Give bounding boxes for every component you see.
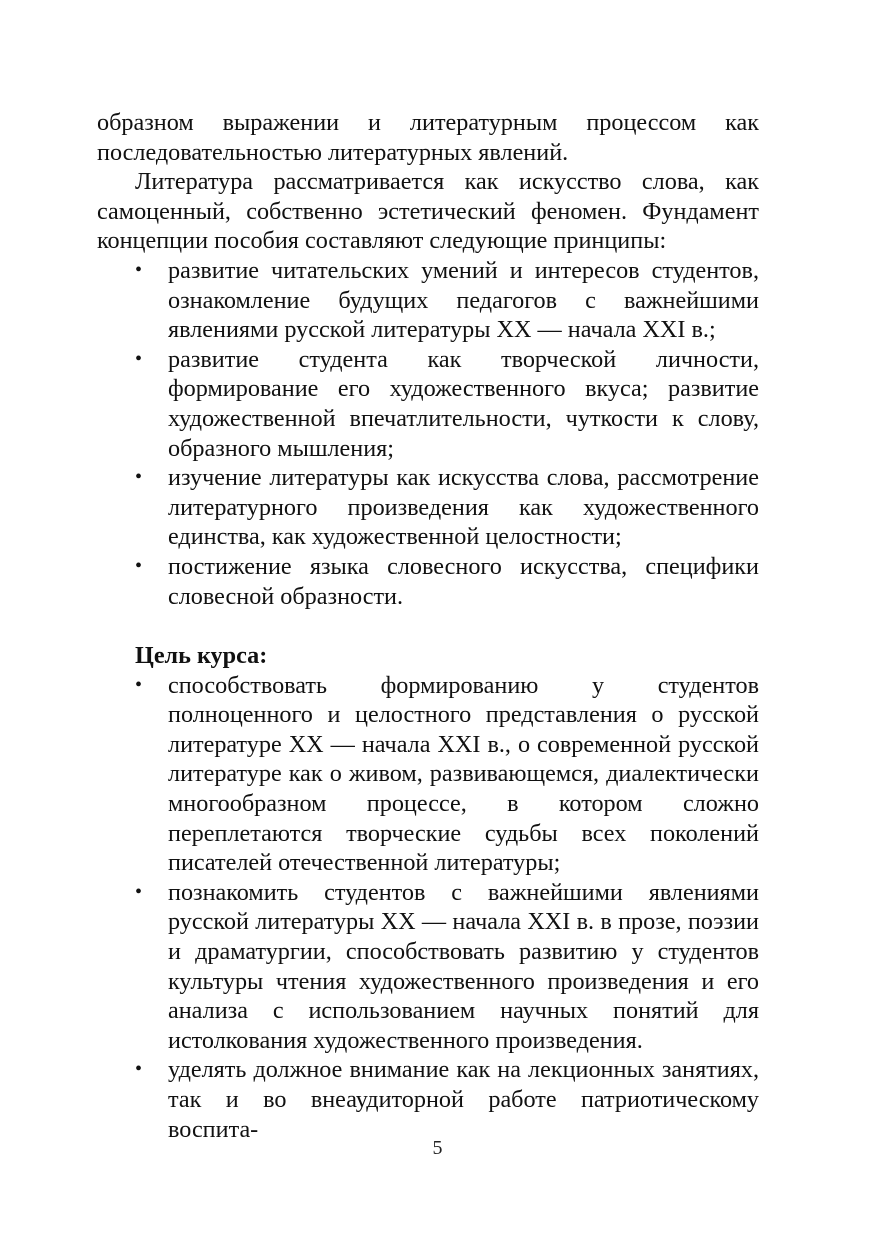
- principles-list: [97, 256, 759, 611]
- principle-text: развитие студента как творческой личности, формирование его художественного вкуса; развитие художественной впечатлительности, чуткости к слову, образного мышления;: [168, 345, 759, 462]
- list-item: [97, 878, 759, 1056]
- list-item: [97, 1055, 759, 1144]
- goal-text: уделять должное внимание как на лекционных занятиях, так и во внеаудиторной работе патриотическому воспита-: [168, 1056, 759, 1143]
- bullet-icon: •: [135, 554, 143, 577]
- list-item: [97, 463, 759, 552]
- list-item: [97, 256, 759, 345]
- list-item: [97, 345, 759, 463]
- intro-paragraph: Литература рассматривается как искусство слова, как самоценный, собственно эстетический феномен. Фундамент концепции пособия составляют следующие принципы:: [97, 168, 759, 255]
- goal-text: познакомить студентов с важнейшими явлениями русской литературы XX — начала XXI в. в прозе, поэзии и драматургии, способствовать развитию у студентов культуры чтения художественного произведения и его анализа с использованием научных понятий для истолкования художественного произведения.: [168, 878, 759, 1054]
- principle-text: развитие читательских умений и интересов студентов, ознакомление будущих педагогов с важнейшими явлениями русской литературы XX — начала XXI в.;: [168, 256, 759, 344]
- page-number: 5: [432, 1137, 443, 1159]
- list-item: [97, 552, 759, 611]
- bullet-icon: •: [135, 673, 143, 696]
- page-body: [97, 108, 759, 1144]
- goal-text: способствовать формированию у студентов полноценного и целостного представления о русской литературе XX — начала XXI в., о современной русской литературе как о живом, развивающемся, диалектически многообразном процессе, в котором сложно переплетаются творческие судьбы всех поколений писателей отечественной литературы;: [168, 671, 759, 877]
- goals-list: [97, 671, 759, 1145]
- bullet-icon: •: [135, 258, 143, 281]
- bullet-icon: •: [135, 347, 143, 370]
- principle-text: изучение литературы как искусства слова, рассмотрение литературного произведения как художественного единства, как художественной целостности;: [168, 464, 759, 551]
- goal-heading: Цель курса:: [135, 642, 268, 670]
- list-item: [97, 671, 759, 878]
- bullet-icon: •: [135, 1058, 143, 1081]
- bullet-icon: •: [135, 880, 143, 903]
- bullet-icon: •: [135, 466, 143, 489]
- opening-paragraph: образном выражении и литературным процессом как последовательностью литературных явлений.: [97, 109, 759, 166]
- principle-text: постижение языка словесного искусства, специфики словесной образности.: [168, 552, 759, 610]
